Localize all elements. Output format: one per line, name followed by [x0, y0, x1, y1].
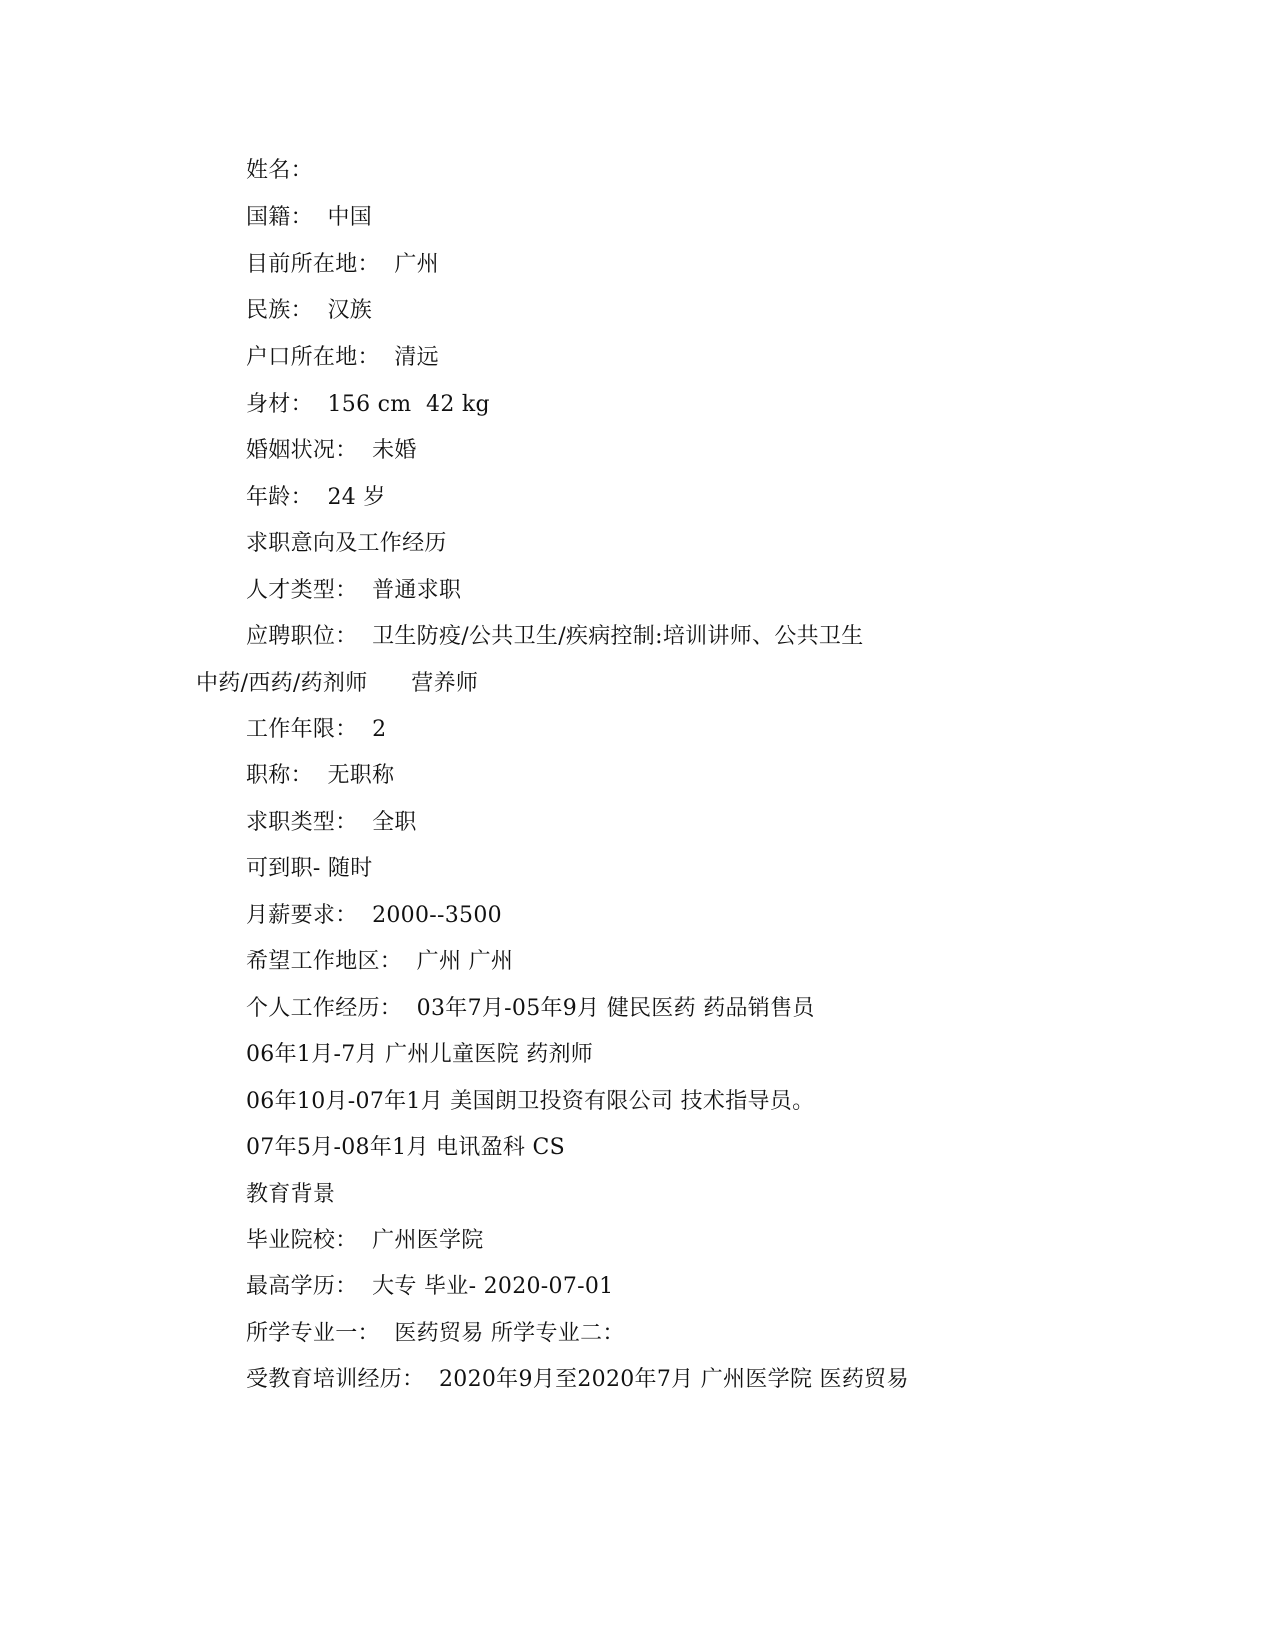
marital-status-field: 婚姻状况： 未婚 — [246, 438, 417, 463]
household-location-field: 户口所在地： 清远 — [246, 345, 439, 370]
section-heading-education: 教育背景 — [246, 1182, 336, 1207]
nationality-field: 国籍： 中国 — [246, 205, 373, 230]
years-of-work-field: 工作年限： 2 — [246, 717, 387, 742]
major-field: 所学专业一： 医药贸易 所学专业二： — [246, 1321, 625, 1346]
availability-field: 可到职- 随时 — [246, 856, 373, 881]
school-field: 毕业院校： 广州医学院 — [246, 1228, 484, 1253]
salary-field: 月薪要求： 2000--3500 — [246, 903, 502, 928]
work-experience-item: 07年5月-08年1月 电讯盈科 CS — [246, 1135, 566, 1160]
work-experience-item: 06年1月-7月 广州儿童医院 药剂师 — [246, 1042, 594, 1067]
applied-position-continued: 中药/西药/药剂师 营养师 — [196, 671, 479, 696]
title-field: 职称： 无职称 — [246, 763, 395, 788]
training-history-field: 受教育培训经历： 2020年9月至2020年7月 广州医学院 医药贸易 — [246, 1367, 909, 1392]
name-field: 姓名： — [246, 158, 313, 183]
ethnicity-field: 民族： 汉族 — [246, 298, 373, 323]
highest-degree-field: 最高学历： 大专 毕业- 2020-07-01 — [246, 1274, 614, 1299]
job-type-field: 求职类型： 全职 — [246, 810, 417, 835]
body-stats-field: 身材： 156 cm 42 kg — [246, 392, 490, 417]
work-experience-item: 个人工作经历： 03年7月-05年9月 健民医药 药品销售员 — [246, 996, 815, 1021]
desired-area-field: 希望工作地区： 广州 广州 — [246, 949, 514, 974]
applied-position-field: 应聘职位： 卫生防疫/公共卫生/疾病控制:培训讲师、公共卫生 — [246, 624, 864, 649]
current-location-field: 目前所在地： 广州 — [246, 252, 439, 277]
section-heading-job-intent: 求职意向及工作经历 — [246, 531, 447, 556]
age-field: 年龄： 24 岁 — [246, 485, 386, 510]
talent-type-field: 人才类型： 普通求职 — [246, 578, 462, 603]
work-experience-item: 06年10月-07年1月 美国朗卫投资有限公司 技术指导员。 — [246, 1089, 815, 1114]
